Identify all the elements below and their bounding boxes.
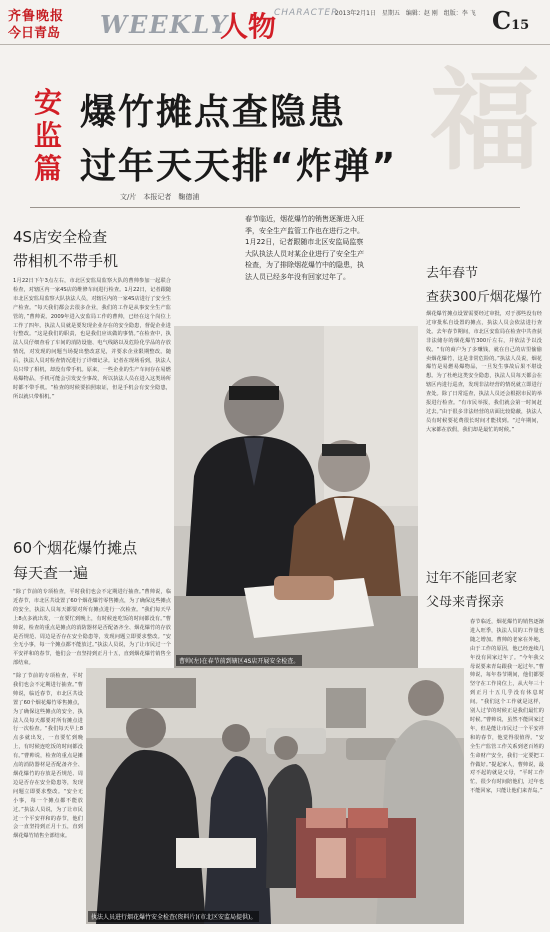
left-body-2-continued: “除了节前的专项检查，平时我们也会不定期进行抽查。”曹帅说，临近春节，市北区共设置了60个烟花爆竹零售摊点，为了确保这些摊点的安全，执法人员每天都要对所有摊点进行一次检查。“我们每天早上8点多就出发，一直要忙到晚上，有时候连吃饭的时间都没有。”曹帅说，检查的重点是摊点的消防器材是否配备齐全、烟花爆竹的存放是否规范、周边是否存在安全隐患等，发现问题立即要求整改。“安全无小事，每一个摊点都不能放过。”执法人员说，为了让市民过一个平安祥和的春节，他们会一直坚持到正月十五，直到烟花爆竹销售全部结束。 <box>13 673 83 840</box>
background-fu-character: 福 <box>430 56 540 185</box>
left-subhead-1a: 4S店安全检查 <box>13 228 108 246</box>
page-letter: C <box>492 6 512 35</box>
right-body-1: 烟花爆竹摊点设置需要经过审批，对于那些没有经过审批私自设置的摊点，执法人员会依法进行查处。去年春节期间，市北区安监局在检查中共查获非法储存的烟花爆竹300斤左右，并依法予以没收。“有的商户为了多赚钱，就在自己的店里偷偷卖烟花爆竹，这是非常危险的。”执法人员说，烟花爆竹是易燃易爆物品，一旦发生事故后果不堪设想。为了杜绝这类安全隐患，执法人员每天都会在辖区内进行巡查，发现非法经营的情况就立即进行查处。除了日常巡查，执法人员还会根据市民的举报进行检查。“有市民举报，我们就会第一时间赶过去。”由于很多非法经营的店面比较隐蔽，执法人员有时候要花费很长时间才能找到。“过年期间，大家都在放假，我们却是最忙的时候。” <box>426 311 542 433</box>
photo-firework-stall <box>86 668 464 924</box>
photo-inspection-4s-store <box>174 326 418 668</box>
section-title: 人物 <box>220 10 277 43</box>
right-subhead-2a: 过年不能回老家 <box>426 571 518 586</box>
left-subhead-2b: 每天查一遍 <box>13 564 89 582</box>
right-subhead-2b: 父母来青探亲 <box>426 595 505 610</box>
byline: 文/片 本报记者 鞠德浦 <box>120 193 200 201</box>
right-subhead-1b: 查获300斤烟花爆竹 <box>426 290 542 305</box>
photo-caption-2: 执法人员进行烟花爆竹安全检查(资料片)(市北区安监局提供)。 <box>88 911 259 922</box>
masthead <box>0 0 550 45</box>
left-body-2: “除了节前的专项检查，平时我们也会不定期进行抽查。”曹帅说，临近春节，市北区共设置了60个烟花爆竹零售摊点，为了确保这些摊点的安全，执法人员每天都要对所有摊点进行一次检查。“我们每天早上8点多就出发，一直要忙到晚上，有时候连吃饭的时间都没有。”曹帅说，检查的重点是摊点的消防器材是否配备齐全、烟花爆竹的存放是否规范、周边是否存在安全隐患等，发现问题立即要求整改。“安全无小事，每一个摊点都不能放过。”执法人员说，为了让市民过一个平安祥和的春节，他们会一直坚持到正月十五，直到烟花爆竹销售全部结束。 <box>13 589 171 666</box>
photo-caption-1: 曹帅(左)在春节前到辖区4S店开展安全检查。 <box>176 655 302 666</box>
intro-paragraph: 春节临近，烟花爆竹的销售逐渐进入旺季，安全生产监管工作也在进行之中。1月22日，记者跟随市北区安监局监察大队执法人员对某企业进行了安全生产检查，为了排除烟花爆竹中的隐患，执法人员已经多年没有回家过年了。 <box>245 215 364 281</box>
photo-illustration-2 <box>86 668 464 924</box>
section-subtitle: CHARACTER <box>274 8 339 18</box>
photo-illustration <box>174 326 418 668</box>
edition-name: 今日青岛 <box>8 26 61 41</box>
left-body-1: 1月22日下午3点左右，市北区安监局监察大队的曹帅参加一起联合检查，对辖区内一家4S店的维修车间进行检查。1月22日，记者跟随市北区安监局监察大队执法人员，对辖区内的一家4S店进行了安全生产检查。“每天我们都会去很多企业，我们的工作是从事安全生产监管的，”曹帅说。2009年进入安监局工作的曹帅，已经在这个岗位上工作了四年。执法人员就是要发现企业存在的安全隐患，督促企业进行整改。“这是我们的职责，也是我们应该做的事情。”在检查中，执法人员仔细查看了车间的消防设施、电气线路以及危险化学品的存放情况，对发现的问题当场提出整改意见，并要求企业限期整改。随后，执法人员对检查情况进行了详细记录。记者在现场看到，执法人员只带了相机，却没有带手机。原来，一些企业的生产车间存在易燃易爆物品，手机可能会引发安全事故，所以执法人员在进入这类场所时都不带手机。“检查的时候要拍照取证，但是手机会有安全隐患，所以就只带相机。” <box>13 278 171 400</box>
left-subhead-2a: 60个烟花爆竹摊点 <box>13 539 138 557</box>
page-number <box>492 6 529 35</box>
divider <box>30 207 520 208</box>
column-label: 安监篇 <box>33 86 62 185</box>
left-subhead-1b: 带相机不带手机 <box>13 252 119 270</box>
weekly-label: WEEKLY <box>100 10 229 39</box>
page-digits: 15 <box>511 18 530 33</box>
right-body-2: 春节临近，烟花爆竹的销售逐渐进入旺季，执法人员的工作量也随之增加。曹帅的老家在外地，由于工作的原因，他已经连续几年没有回家过年了。“今年我父母说要来青岛跟我一起过年。”曹帅说，每年春节期间，他们都要坚守在工作岗位上，从大年三十到正月十五几乎没有休息时间。“我们这个工作就是这样，别人过节的时候正是我们最忙的时候。”曹帅说，虽然不能回家过年，但是能让市民过一个平安祥和的春节，他觉得很值得。“安全生产监管工作关系到老百姓的生命财产安全，我们一定要把工作做好。”提起家人，曹帅说，最对不起的就是父母，“平时工作忙，很少有时间陪他们，过年也不能回家，只能让他们来青岛。” <box>470 619 544 795</box>
headline-line-2: 过年天天排“炸弹” <box>80 146 398 187</box>
headline-line-1: 爆竹摊点查隐患 <box>80 92 347 133</box>
right-subhead-1a: 去年春节 <box>426 266 479 281</box>
dateline: 2013年2月1日 星期五 编辑：赵 刚 组版：李 飞 <box>335 10 476 17</box>
newspaper-logo: 齐鲁晚报 <box>8 9 65 24</box>
